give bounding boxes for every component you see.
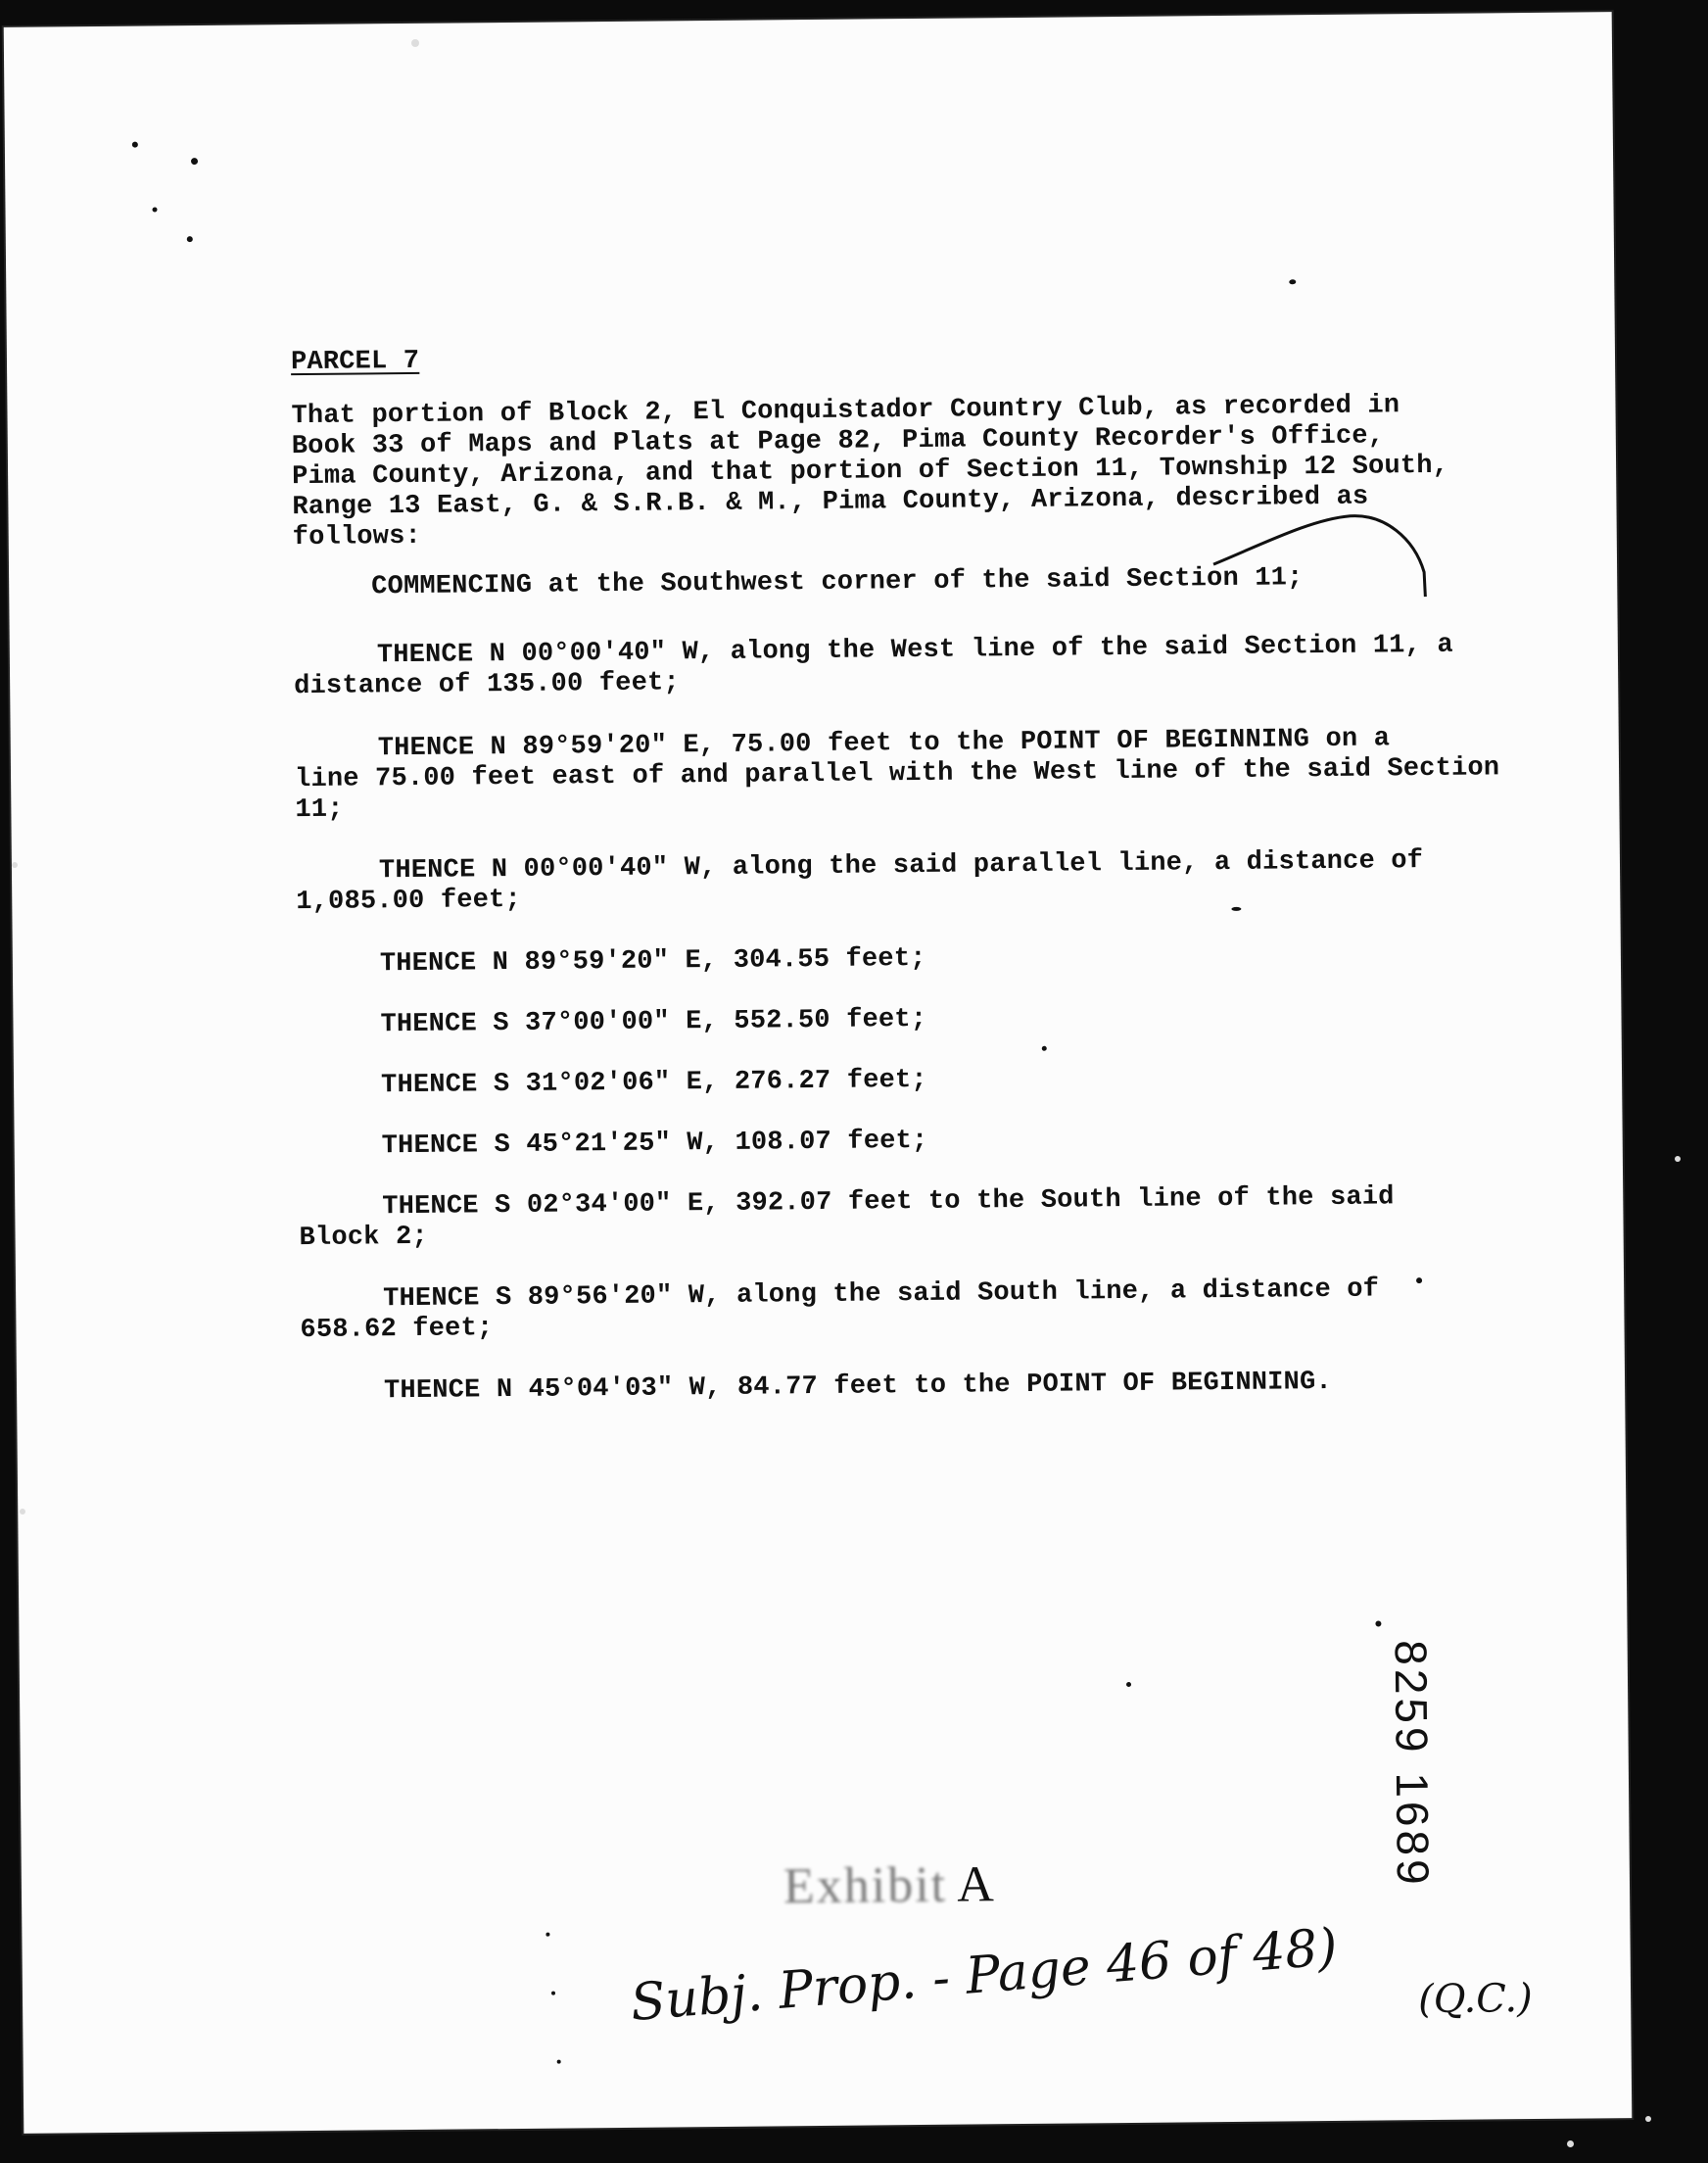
- pen-arc-mark: [1203, 504, 1439, 613]
- speck: [1289, 279, 1296, 284]
- intro-line: Pima County, Arizona, and that portion of Section 11, Township 12 South,: [291, 451, 1449, 493]
- speck: [551, 1992, 555, 1995]
- course-line: Block 2;: [299, 1222, 428, 1254]
- exhibit-letter: A: [956, 1856, 995, 1913]
- speck: [1042, 1046, 1047, 1051]
- course-line: distance of 135.00 feet;: [294, 668, 680, 702]
- handwritten-note: Subj. Prop. - Page 46 of 48): [628, 1917, 1340, 2034]
- parcel-title: PARCEL 7: [290, 346, 420, 378]
- speck: [546, 1933, 549, 1937]
- speck: [1126, 1682, 1131, 1687]
- course-line: THENCE S 89°56'20" W, along the said South line, a distance of: [383, 1274, 1380, 1315]
- speck: [191, 158, 198, 165]
- speck: [1375, 1621, 1381, 1627]
- course-line: THENCE N 89°59'20" E, 75.00 feet to the POINT OF BEGINNING on a: [377, 724, 1391, 764]
- speck: [1231, 907, 1241, 911]
- speck: [187, 236, 193, 242]
- course-line: THENCE S 37°00'00" E, 552.50 feet;: [380, 1004, 927, 1040]
- document-page: [4, 12, 1633, 2134]
- speck: [1645, 2116, 1651, 2122]
- commencing-line: COMMENCING at the Southwest corner of the said Section 11;: [371, 563, 1304, 602]
- course-line: THENCE N 45°04'03" W, 84.77 feet to the POINT OF BEGINNING.: [383, 1367, 1332, 1407]
- course-line: 658.62 feet;: [300, 1314, 494, 1346]
- course-line: THENCE S 45°21'25" W, 108.07 feet;: [381, 1126, 928, 1162]
- speck: [20, 1509, 25, 1514]
- speck: [132, 142, 138, 148]
- course-line: THENCE S 02°34'00" E, 392.07 feet to the South line of the said: [382, 1182, 1395, 1223]
- speck: [1416, 1277, 1422, 1283]
- course-line: THENCE S 31°02'06" E, 276.27 feet;: [380, 1065, 927, 1101]
- speck: [12, 862, 18, 868]
- course-line: 1,085.00 feet;: [296, 885, 522, 918]
- course-line: THENCE N 00°00'40" W, along the said parallel line, a distance of: [378, 846, 1424, 887]
- course-line: THENCE N 00°00'40" W, along the West line of the said Section 11, a: [376, 630, 1453, 671]
- handwritten-initials: (Q.C.): [1417, 1976, 1533, 2023]
- speck: [411, 39, 419, 47]
- stamp-number: 8259 1689: [1385, 1639, 1440, 1889]
- speck: [557, 2060, 561, 2064]
- speck: [152, 207, 157, 212]
- intro-line: Range 13 East, G. & S.R.B. & M., Pima County, Arizona, described as: [292, 482, 1369, 523]
- intro-line: Book 33 of Maps and Plats at Page 82, Pima County Recorder's Office,: [291, 421, 1385, 462]
- course-line: 11;: [295, 794, 344, 826]
- intro-line: That portion of Block 2, El Conquistador Country Club, as recorded in: [291, 391, 1400, 432]
- exhibit-word: Exhibit: [783, 1856, 948, 1915]
- intro-line: follows:: [292, 521, 422, 553]
- course-line: THENCE N 89°59'20" E, 304.55 feet;: [379, 943, 926, 980]
- speck: [1675, 1156, 1681, 1162]
- course-line: line 75.00 feet east of and parallel with the West line of the said Section: [294, 753, 1500, 795]
- speck: [1567, 2140, 1574, 2147]
- exhibit-label: [783, 1855, 994, 1915]
